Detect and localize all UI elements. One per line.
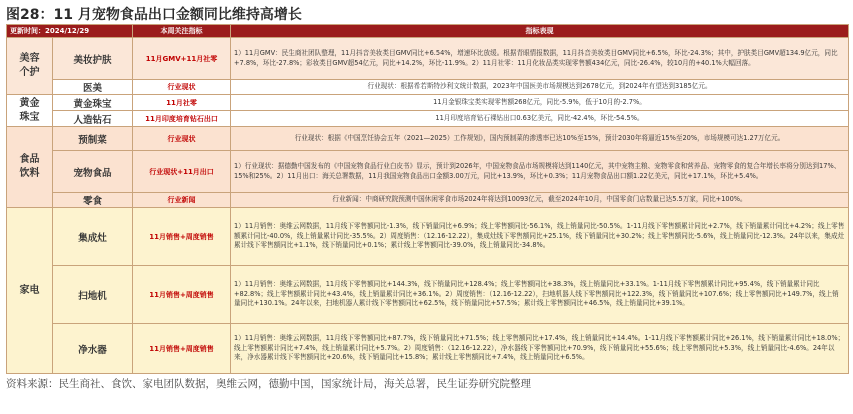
indicator-table <box>6 24 849 374</box>
focus-robot: 11月销售+周度销售 <box>133 266 231 324</box>
focus-purifier: 11月销售+周度销售 <box>133 324 231 374</box>
table-row <box>7 151 849 193</box>
table-row <box>7 127 849 151</box>
table-row <box>7 95 849 111</box>
indicator-stove: 1）11月销售：奥维云网数据，11月线下零售额同比-1.3%，线下销量同比+6.9%；线上零售额同比-56.1%，线上销量同比-50.5%。1-11月线下零售额累计同比+2.7%，线下销量累计同比+4.2%；线上零售额累计同比-40.0%，线上销量累计同比-35.5%。2）周度销售：（12.16-12.22），集成灶线下零售额同比+25.1%，线下销量同比+30.2%；线上零售额同比-5.6%，线上销量同比-12.3%。24年以来，集成灶累计线下零售额同比+1.1%，线下销量同比+0.1%；累计线上零售额同比-39.0%，线上销量同比-34.8%。 <box>231 208 849 266</box>
indicator-robot: 1）11月销售：奥维云网数据，11月线下零售额同比+144.3%，线下销量同比+128.4%；线上零售额同比+38.3%，线上销量同比+33.1%。1-11月线下零售额累计同比+95.4%，线下销量累计同比+82.8%；线上零售额累计同比+43.4%，线上销量累计同比+36.1%。2）周度销售：（12.16-12.22），扫地机器人线下零售额同比+122.3%，线下销量同比+107.6%；线上零售额同比+149.7%，线上销量同比+130.1%。24年以来，扫地机器人累计线下零售额同比+62.5%，线下销量同比+57.5%；累计线上零售额同比+46.5%，线上销量同比+39.1%。 <box>231 266 849 324</box>
indicator-diamond: 11月印度培育钻石裸钻出口0.63亿美元，同比-42.4%，环比-54.5%。 <box>231 111 849 127</box>
figure-title: 图28：11 月宠物食品出口金额同比维持高增长 <box>6 7 302 23</box>
focus-diamond: 11月印度培育钻石出口 <box>133 111 231 127</box>
focus-snacks: 行业新闻 <box>133 193 231 208</box>
sub-purifier: 净水器 <box>53 324 133 374</box>
indicator-gold: 11月金银珠宝类实现零售额268亿元，同比-5.9%，低于10月的-2.7%。 <box>231 95 849 111</box>
table-header <box>7 25 849 38</box>
sub-medical: 医美 <box>53 80 133 95</box>
category-beauty: 美容 个护 <box>7 38 53 95</box>
focus-stove: 11月销售+周度销售 <box>133 208 231 266</box>
table-row <box>7 193 849 208</box>
sub-pet: 宠物食品 <box>53 151 133 193</box>
focus-cosmetics: 11月GMV+11月社零 <box>133 38 231 80</box>
header-focus: 本周关注指标 <box>133 25 231 38</box>
indicator-purifier: 1）11月销售：奥维云网数据，11月线下零售额同比+87.7%，线下销量同比+71.5%；线上零售额同比+17.4%，线上销量同比+14.4%。1-11月线下零售额累计同比+26.1%，线下销量累计同比+18.0%；线上零售额累计同比+7.4%，线上销量累计同比+5.7%。2）周度销售：（12.16-12.22），净水器线下零售额同比+70.9%，线下销量同比+55.6%；线上零售额同比+5.3%，线上销量同比-4.6%。24年以来，净水器累计线下零售额同比+20.6%，线下销量同比+15.8%；累计线上零售额同比+7.4%，线上销量同比+6.5%。 <box>231 324 849 374</box>
category-food: 食品 饮料 <box>7 127 53 208</box>
table-row <box>7 111 849 127</box>
sub-robot: 扫地机 <box>53 266 133 324</box>
indicator-snacks: 行业新闻：中商研究院预测中国休闲零食市场2024年将达到10093亿元，截至2024年10月，中国零食门店数量已达5.5万家，同比+100%。 <box>231 193 849 208</box>
indicator-pet: 1）行业现状：据德勤中国发布的《中国宠物食品行业白皮书》显示，预计到2026年，中国宠物食品市场规模将达到1140亿元，其中宠物主粮、宠物零食和营养品、宠物零食的复合年增长率将分别达到17%、15%和25%。2）11月出口：海关总署数据，11月我国宠物食品出口金额3.00万元，同比+13.9%，环比+0.3%；11月宠物食品出口额1.22亿美元，同比+17.1%，环比+5.4%。 <box>231 151 849 193</box>
category-appliance: 家电 <box>7 208 53 374</box>
table-row <box>7 266 849 324</box>
sub-diamond: 人造钻石 <box>53 111 133 127</box>
category-jewelry: 黄金 珠宝 <box>7 95 53 127</box>
sub-prepared: 预制菜 <box>53 127 133 151</box>
table-row <box>7 80 849 95</box>
indicator-medical: 行业现状：根据希若斯特沙利文统计数据，2023年中国医美市场规模达到2678亿元，到2024年有望达到3185亿元。 <box>231 80 849 95</box>
table-row <box>7 324 849 374</box>
header-indicators: 指标表现 <box>231 25 849 38</box>
sub-cosmetics: 美妆护肤 <box>53 38 133 80</box>
focus-pet: 行业现状+11月出口 <box>133 151 231 193</box>
table-row <box>7 208 849 266</box>
header-updated: 更新时间：2024/12/29 <box>7 25 133 38</box>
sub-stove: 集成灶 <box>53 208 133 266</box>
sub-gold: 黄金珠宝 <box>53 95 133 111</box>
focus-prepared: 行业现状 <box>133 127 231 151</box>
sub-snacks: 零食 <box>53 193 133 208</box>
indicator-prepared: 行业现状：根据《中国烹饪协会五年（2021—2025）工作规划》，国内预制菜的渗透率已达10%至15%，预计2030年将逼近15%至20%，市场规模可达1.27万亿元。 <box>231 127 849 151</box>
focus-medical: 行业现状 <box>133 80 231 95</box>
focus-gold: 11月社零 <box>133 95 231 111</box>
table-row <box>7 38 849 80</box>
indicator-cosmetics: 1）11月GMV：民生商社团队整理，11月抖音美妆类目GMV同比+6.54%，增速环比放缓。根据青眼情报数据，11月抖音美妆类目GMV同比+6.5%，环比-24.3%；其中，护肤类目GMV超134.9亿元，同比+7.8%，环比-27.8%；彩妆类目GMV超54亿元，同比+14.2%，环比-11.9%。2）11月社零：11月化妆品类实现零售额434亿元，同比-26.4%，较10月的+40.1%大幅回落。 <box>231 38 849 80</box>
source-note: 资料来源：民生商社、食饮、家电团队数据，奥维云网，德勤中国，国家统计局，海关总署，民生证券研究院整理 <box>6 378 531 390</box>
